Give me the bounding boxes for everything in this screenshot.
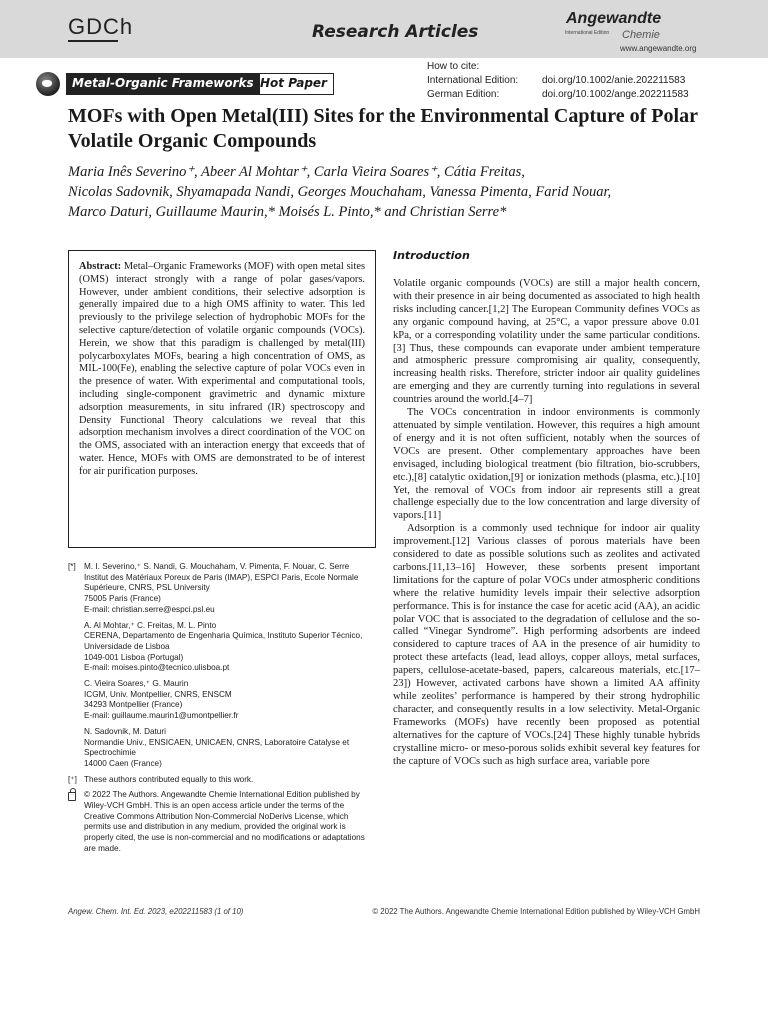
affiliation-institution: Institut des Matériaux Poreux de Paris (IMAP), ESPCI Paris, Ecole Normale Supérieure, CNRS, PSL University [84, 572, 359, 593]
german-edition-doi-link[interactable]: doi.org/10.1002/ange.202211583 [542, 89, 689, 100]
german-edition-label: German Edition: [427, 89, 500, 100]
abstract-text [79, 261, 365, 479]
intro-body [393, 278, 700, 768]
hot-paper-icon [36, 72, 60, 96]
section-title: Research Articles [312, 22, 479, 42]
how-to-cite-label: How to cite: [427, 61, 480, 72]
intro-paragraph: The VOCs concentration in indoor environments is commonly attenuated by simple ventilation. However, this requires a high amount of energy and it is not often sufficient, notably when the sources of VOCs are present. Other complementary approaches have been envisaged, including biological treatment (bio filtration, bio-scrubbers, etc.),[8] catalytic oxidation,[9] or ionization methods (plasma, etc.).[10] Yet, the removal of VOCs from indoor air represents still a great challenge especially due to the low concentration and large diversity of vapors.[11] [393, 407, 700, 522]
abstract-label: Abstract: [79, 261, 122, 272]
affiliation-names: A. Al Mohtar,⁺ C. Freitas, M. L. Pinto [84, 620, 217, 630]
affiliation-institution: ICGM, Univ. Montpellier, CNRS, ENSCM [84, 689, 232, 699]
affiliation-names: M. I. Severino,⁺ S. Nandi, G. Mouchaham, V. Pimenta, F. Nouar, C. Serre [84, 562, 350, 571]
affiliation-names: N. Sadovnik, M. Daturi [84, 726, 166, 736]
footer-copyright: © 2022 The Authors. Angewandte Chemie International Edition published by Wiley-VCH GmbH [372, 907, 700, 916]
affiliation-city: 14000 Caen (France) [84, 758, 162, 768]
open-access-icon [68, 792, 76, 801]
footer-citation: Angew. Chem. Int. Ed. 2023, e202211583 (1 of 10) [68, 907, 244, 916]
journal-edition: International Edition [565, 30, 610, 36]
affiliation-institution: CERENA, Departamento de Engenharia Química, Instituto Superior Técnico, Universidade de Lisboa [84, 631, 363, 651]
hot-paper-tag: Hot Paper [253, 73, 334, 95]
author-line: Nicolas Sadovnik, Shyamapada Nandi, Georges Mouchaham, Vanessa Pimenta, Farid Nouar, [68, 184, 612, 200]
journal-header-bar [0, 0, 768, 58]
affiliation-names: C. Vieira Soares,⁺ G. Maurin [84, 679, 189, 689]
intro-paragraph: Volatile organic compounds (VOCs) are still a major health concern, with their presence in air being documented as associated to high health risks including cancer.[1,2] The European Community defines VOCs as any organic compound having, at 25°C, a vapor pressure above 0.01 kPa, or a corresponding volatility under the same particular conditions.[3] Thus, these compounds can evaporate under ambient temperature and atmospheric pressure compromising air quality, consequently, increasing health risks. Therefore, stricter indoor air quality guidelines are emerging and they are currently turning into regulations in several countries around the world.[4–7] [393, 278, 700, 406]
citation-block [427, 60, 689, 102]
publisher-logo: GDCh [68, 14, 134, 39]
article-title: MOFs with Open Metal(III) Sites for the Environmental Capture of Polar Volatile Organic Compounds [68, 105, 698, 152]
intro-paragraph: Adsorption is a commonly used technique for indoor air quality improvement.[12] Various classes of porous materials have been considered to date as possible solutions such as zeolites and activated carbons.[11,13–16] However, these sorbents present important limitations for the capture of polar VOCs under atmospheric conditions where the relative humidity levels impair their selective adsorption performance. This is for instance the case for acetic acid (AA), an acidic polar VOC that is associated to the degradation of cellulose and the so-called “Vinegar Syndrome”. High performing adsorbents are indeed considered to capture traces of AA in the presence of air humidity to protect these artefacts (lead, lead alloys, copper alloys, metal surfaces, papers, cellulose-acetate-based, papers, calcareous materials, etc.[17–23]) However, activated carbons have shown a limited AA affinity while zeolites’ performance is hampered by their strong hydrophilic character, and consequently results in a low selectivity. Metal-Organic Frameworks (MOFs) have recently been proposed as potential alternatives for the capture of VOCs.[24] These highly tunable hybrids crystalline micro- or meso-porous solids exhibit several key features for the capture of VOCs such as high surface area, variable pore [393, 523, 700, 767]
author-line: Marco Daturi, Guillaume Maurin,* Moisés L. Pinto,* and Christian Serre* [68, 204, 507, 220]
affiliation-institution: Normandie Univ., ENSICAEN, UNICAEN, CNRS, Laboratoire Catalyse et Spectrochimie [84, 737, 350, 758]
page-footer [68, 907, 700, 916]
affiliation-marker: [*] [68, 562, 76, 571]
license-note: © 2022 The Authors. Angewandte Chemie International Edition published by Wiley-VCH GmbH. This is an open access article under the terms of the Creative Commons Attribution Non-Commercial NoDerivs License, which permits use and distribution in any medium, provided the original work is properly cited, the use is non-commercial and no modifications or adaptations are made. [84, 790, 365, 853]
affiliation-city: 34293 Montpellier (France) [84, 700, 183, 710]
topic-tag: Metal-Organic Frameworks [66, 73, 260, 95]
journal-url[interactable]: www.angewandte.org [620, 44, 697, 53]
journal-chemie: Chemie [622, 29, 660, 41]
affiliation-city: 1049-001 Lisboa (Portugal) [84, 652, 184, 662]
affiliation-email[interactable]: E-mail: christian.serre@espci.psl.eu [84, 604, 215, 614]
intl-edition-doi-link[interactable]: doi.org/10.1002/anie.202211583 [542, 75, 686, 86]
journal-logo: Angewandte [566, 10, 662, 27]
equal-contribution-note: These authors contributed equally to this work. [84, 774, 254, 784]
affiliations [68, 562, 376, 855]
section-heading: Introduction [393, 249, 470, 262]
affiliation-email[interactable]: E-mail: moises.pinto@tecnico.ulisboa.pt [84, 663, 230, 673]
affiliation-email[interactable]: E-mail: guillaume.maurin1@umontpellier.fr [84, 711, 239, 721]
author-list [68, 162, 708, 222]
intl-edition-label: International Edition: [427, 75, 519, 86]
publisher-logo-underline [68, 40, 118, 42]
author-line: Maria Inês Severino⁺, Abeer Al Mohtar⁺, Carla Vieira Soares⁺, Cátia Freitas, [68, 164, 525, 180]
abstract-body: Metal–Organic Frameworks (MOF) with open metal sites (OMS) interact strongly with a range of polar gases/vapors. However, under ambient conditions, their selective adsorption is generally impaired due to a high OMS affinity to water. This led previously to the privilege selection of hydrophobic MOFs for the selective capture/detection of volatile organic compounds (VOCs). Herein, we show that this paradigm is challenged by metal(III) polycarboxylates MOFs, bearing a high concentration of OMS, as MIL-100(Fe), enabling the selective capture of polar VOCs even in the presence of water. With experimental and computational tools, including single-component gravimetric and dynamic mixture adsorption measurements, in situ infrared (IR) spectroscopy and Density Functional Theory calculations we reveal that this adsorption mechanism involves a direct coordination of the VOC on the OMS, associated with an interaction energy that exceeds that of water. Hence, MOFs with OMS are demonstrated to be of interest for air purification purposes. [79, 261, 365, 477]
equal-contribution-marker: [⁺] [68, 774, 77, 784]
abstract-box [68, 250, 376, 548]
affiliation-city: 75005 Paris (France) [84, 594, 161, 604]
